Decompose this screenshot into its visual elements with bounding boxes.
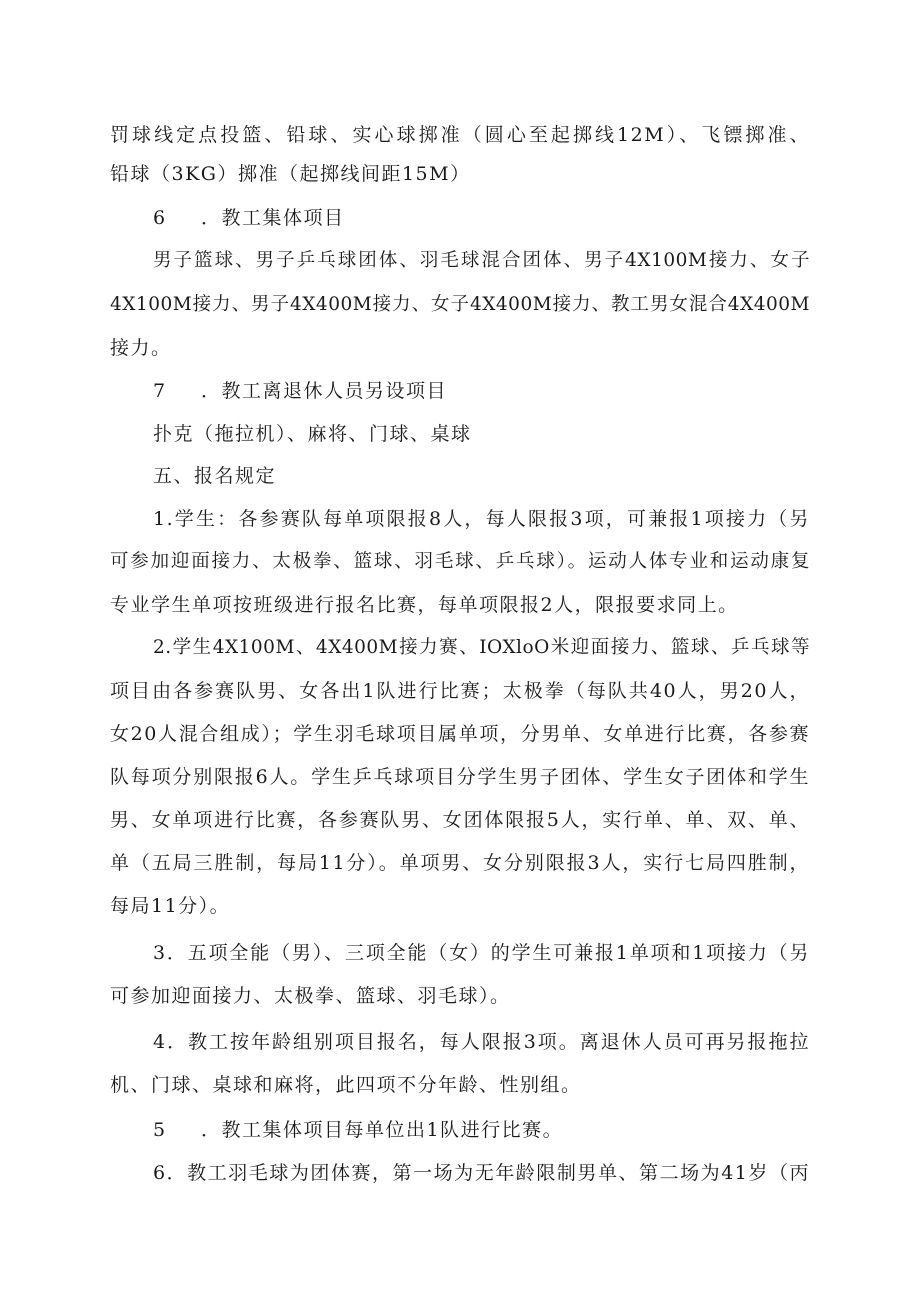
paragraph-line: 1.学生：各参赛队每单项限报8人，每人限报3项，可兼报1项接力（另 [153,508,810,530]
paragraph-line: 扑克（拖拉机）、麻将、门球、桌球 [153,423,472,445]
paragraph-line: 罚球线定点投篮、铅球、实心球掷准（圆心至起掷线12M）、飞镖掷准、 [110,124,810,146]
paragraph-line: 4．教工按年龄组别项目报名，每人限报3项。离退休人员可再另报拖拉 [153,1031,810,1053]
paragraph-line: 机、门球、桌球和麻将，此四项不分年龄、性别组。 [110,1074,582,1096]
heading-text: ．教工集体项目 [201,207,345,229]
section-heading-7 [153,377,810,405]
paragraph-line: 项目由各参赛队男、女各出1队进行比赛；太极拳（每队共40人，男20人， [110,680,810,702]
heading-number: 6 [153,207,167,229]
section-heading-5-registration: 五、报名规定 [153,465,277,487]
paragraph-line: 每局11分）。 [110,895,231,917]
paragraph-line: 单（五局三胜制，每局11分）。单项男、女分别限报3人，实行七局四胜制， [110,852,810,874]
paragraph-line: 男子篮球、男子乒乓球团体、羽毛球混合团体、男子4X100M接力、女子 [153,250,810,271]
paragraph-line: 4X100M接力、男子4X400M接力、女子4X400M接力、教工男女混合4X400M [110,294,810,315]
heading-number: 7 [153,380,167,402]
paragraph-line: 6．教工羽毛球为团体赛，第一场为无年龄限制男单、第二场为41岁（丙 [153,1162,810,1184]
paragraph-line: 男、女单项进行比赛，各参赛队男、女团体限报5人，实行单、单、双、单、 [110,809,810,831]
paragraph-line: 2.学生4X100M、4X400M接力赛、IOXloO米迎面接力、篮球、乒乓球等 [153,637,810,658]
paragraph-line: 可参加迎面接力、太极拳、篮球、羽毛球、乒乓球）。运动人体专业和运动康复 [110,551,810,572]
paragraph-line: 专业学生单项按班级进行报名比赛，每单项限报2人，限报要求同上。 [110,594,739,616]
heading-number: 5 [153,1119,167,1141]
section-heading-item-5 [153,1116,810,1144]
paragraph-line: 队每项分别限报6人。学生乒乓球项目分学生男子团体、学生女子团体和学生 [110,766,810,788]
paragraph-line: 铅球（3KG）掷准（起掷线间距15M） [110,163,471,185]
heading-text: ．教工离退休人员另设项目 [201,380,448,402]
heading-text: ．教工集体项目每单位出1队进行比赛。 [201,1119,564,1141]
paragraph-line: 3．五项全能（男）、三项全能（女）的学生可兼报1单项和1项接力（另 [153,942,810,964]
section-heading-6 [153,204,810,232]
paragraph-line: 女20人混合组成）；学生羽毛球项目属单项，分男单、女单进行比赛，各参赛 [110,723,810,745]
paragraph-line: 接力。 [110,337,172,359]
paragraph-line: 可参加迎面接力、太极拳、篮球、羽毛球）。 [110,985,511,1007]
